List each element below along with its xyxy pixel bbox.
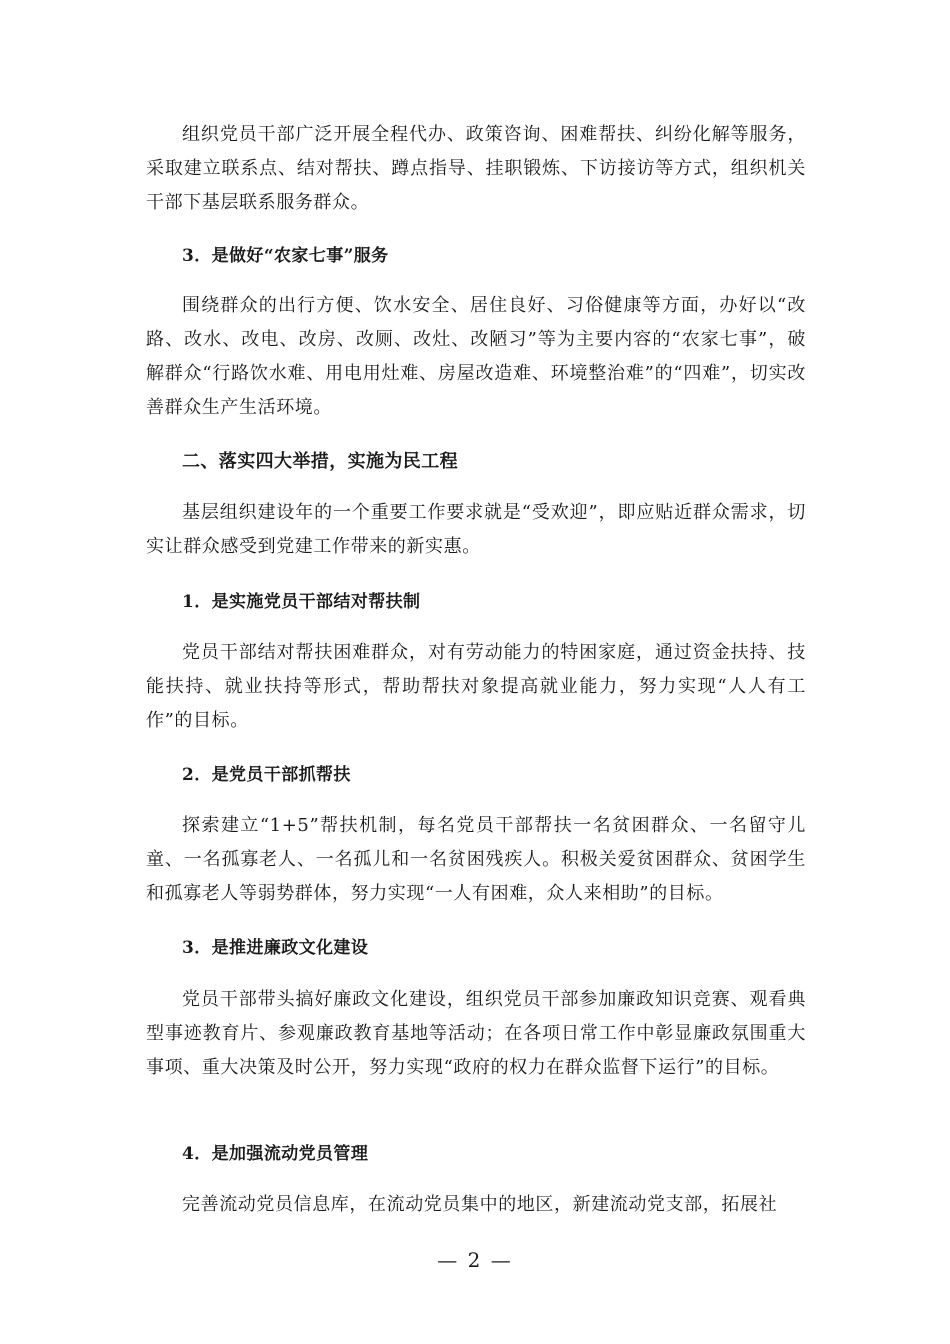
- heading-pairing-assistance: 1．是实施党员干部结对帮扶制: [182, 592, 421, 612]
- paragraph-rural-seven-affairs: 围绕群众的出行方便、饮水安全、居住良好、习俗健康等方面，办好以“改路、改水、改电、改房、改厕、改灶、改陋习”等为主要内容的“农家七事”，破解群众“行路饮水难、用电用灶难、房屋改造难、环境整治难”的“四难”，切实改善群众生产生活环境。: [146, 295, 806, 418]
- paragraph-service-activities: 组织党员干部广泛开展全程代办、政策咨询、困难帮扶、纠纷化解等服务，采取建立联系点、结对帮扶、蹲点指导、挂职锻炼、下访接访等方式，组织机关干部下基层联系服务群众。: [146, 124, 806, 213]
- paragraph-integrity-culture: 党员干部带头搞好廉政文化建设，组织党员干部参加廉政知识竞赛、观看典型事迹教育片、参观廉政教育基地等活动；在各项日常工作中彰显廉政氛围重大事项、重大决策及时公开，努力实现“政府的权力在群众监督下运行”的目标。: [146, 989, 806, 1078]
- paragraph-mobile-party-members: 完善流动党员信息库，在流动党员集中的地区，新建流动党支部，拓展社: [182, 1194, 778, 1215]
- paragraph-cadres-assistance: 探索建立“1+5”帮扶机制，每名党员干部帮扶一名贫困群众、一名留守儿童、一名孤寡老人、一名孤儿和一名贫困残疾人。积极关爱贫困群众、贫困学生和孤寡老人等弱势群体，努力实现“一人有困难，众人来相助”的目标。: [146, 815, 806, 904]
- paragraph-grassroots-organization: 基层组织建设年的一个重要工作要求就是“受欢迎”，即应贴近群众需求，切实让群众感受到党建工作带来的新实惠。: [146, 502, 806, 557]
- heading-four-measures: 二、落实四大举措，实施为民工程: [182, 451, 458, 472]
- page-number: — 2 —: [437, 1248, 513, 1272]
- heading-rural-seven-affairs: 3．是做好“农家七事”服务: [182, 246, 389, 266]
- paragraph-pairing-assistance: 党员干部结对帮扶困难群众，对有劳动能力的特困家庭，通过资金扶持、技能扶持、就业扶持等形式，帮助帮扶对象提高就业能力，努力实现“人人有工作”的目标。: [146, 642, 806, 731]
- heading-mobile-party-members: 4．是加强流动党员管理: [182, 1144, 369, 1164]
- heading-cadres-assistance: 2．是党员干部抓帮扶: [182, 765, 351, 785]
- heading-integrity-culture: 3．是推进廉政文化建设: [182, 938, 369, 958]
